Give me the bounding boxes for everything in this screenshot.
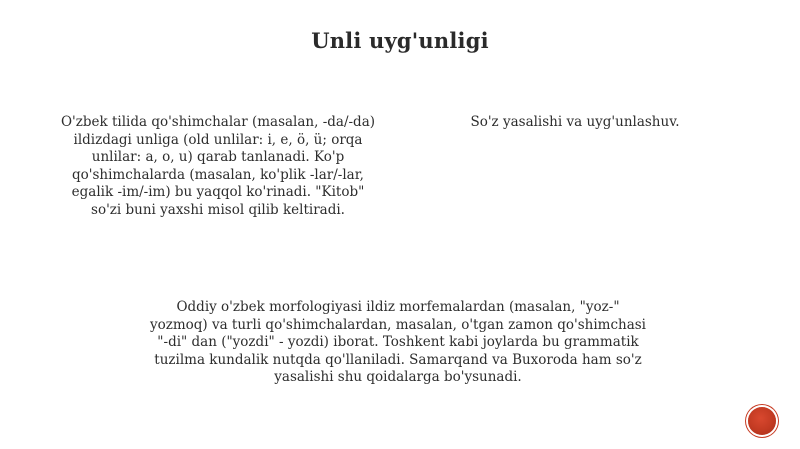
bottom-text-block: Oddiy o'zbek morfologiyasi ildiz morfemalardan (masalan, "yoz-" yozmoq) va turli qo'shimchalardan, masalan, o'tgan zamon qo'shimchasi "-di" dan ("yozdi" - yozdi) iborat. Toshkent kabi joylarda bu grammatik tuzilma kundalik nutqda qo'llaniladi. Samarqand va Buxoroda ham so'z yasalishi shu qoidalarga bo'ysunadi. (149, 299, 647, 386)
circle-nav-icon[interactable] (748, 407, 776, 435)
right-text-block: So'z yasalishi va uyg'unlashuv. (470, 114, 680, 130)
slide-title: Unli uyg'unligi (311, 28, 489, 53)
left-text-block: O'zbek tilida qo'shimchalar (masalan, -da/-da) ildizdagi unliga (old unlilar: i, e, ö, ü; orqa unlilar: a, o, u) qarab tanlanadi. Ko'p qo'shimchalarda (masalan, ko'plik -lar/-lar, egalik -im/-im) bu yaqqol ko'rinadi. "Kitob" so'zi buni yaxshi misol qilib keltiradi. (60, 114, 376, 218)
